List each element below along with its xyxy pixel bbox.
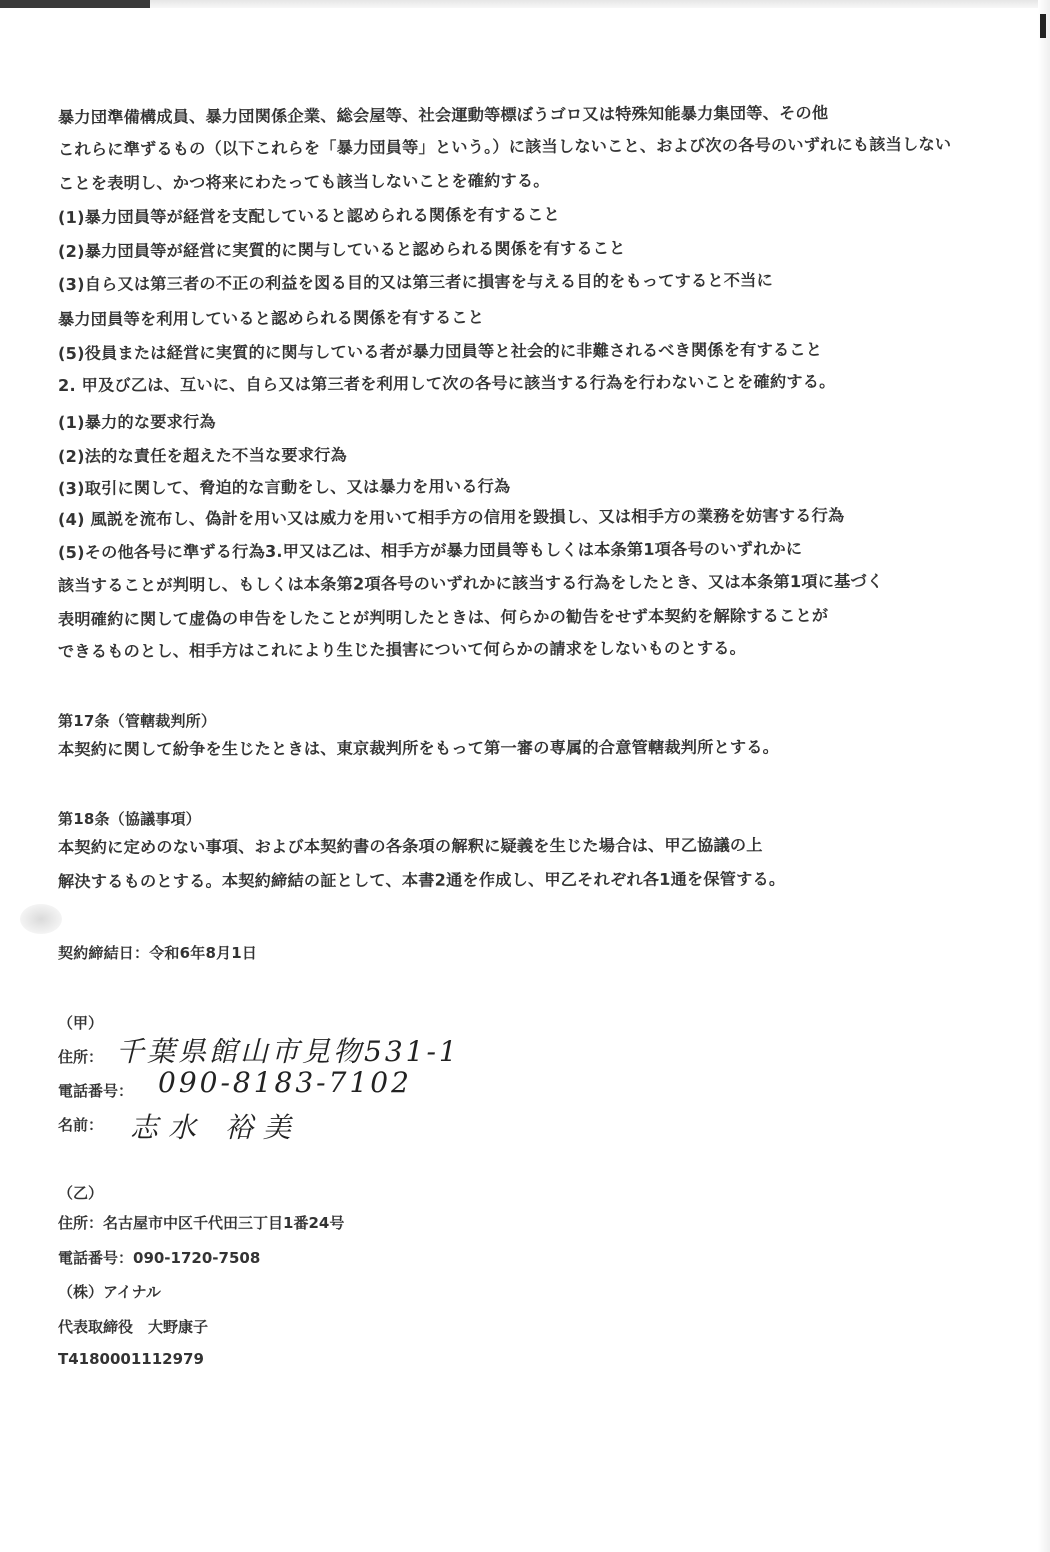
article-18-heading: 第18条（協議事項） (58, 810, 201, 828)
party-a-name-handwritten: 志水 裕美 (130, 1111, 301, 1144)
party-a-address-label: 住所： (58, 1048, 104, 1066)
party-a-name-label: 名前： (58, 1116, 104, 1134)
scan-top-edge (0, 0, 1050, 8)
clause-item: (1)暴力団員等が経営を支配していると認められる関係を有すること (57, 204, 560, 227)
party-b-representative: 代表取締役 大野康子 (58, 1318, 209, 1336)
party-b-registration-number: T4180001112979 (58, 1350, 204, 1368)
clause-line: ことを表明し、かつ将来にわたっても該当しないことを確約する。 (57, 170, 550, 193)
scan-smudge (20, 904, 62, 934)
scan-edge-mark (1040, 14, 1046, 38)
clause-item: (5)役員または経営に実質的に関与している者が暴力団員等と社会的に非難されるべき関係を有すること (57, 339, 823, 363)
clause-item: (1)暴力的な要求行為 (57, 412, 216, 432)
clause-line: 2. 甲及び乙は、互いに、自ら又は第三者を利用して次の各号に該当する行為を行わないことを確約する。 (57, 371, 836, 395)
clause-line: 暴力団準備構成員、暴力団関係企業、総会屋等、社会運動等標ぼうゴロ又は特殊知能暴力集団等、その他 (57, 103, 829, 127)
article-18-text: 本契約に定めのない事項、および本契約書の各条項の解釈に疑義を生じた場合は、甲乙協議の上 (57, 835, 763, 857)
clause-item: (2)暴力団員等が経営に実質的に関与していると認められる関係を有すること (57, 238, 626, 261)
contract-date: 契約締結日：令和6年8月1日 (58, 944, 258, 962)
party-b-phone: 電話番号：090-1720-7508 (58, 1249, 261, 1267)
party-a-address-handwritten: 千葉県館山市見物531-1 (116, 1035, 460, 1068)
scan-right-edge (1038, 0, 1050, 1552)
clause-line: できるものとし、相手方はこれにより生じた損害について何らかの請求をしないものとする。 (57, 638, 747, 661)
clause-line: 表明確約に関して虚偽の申告をしたことが判明したときは、何らかの勧告をせず本契約を解除することが (57, 605, 829, 629)
article-18-text: 解決するものとする。本契約締結の証として、本書2通を作成し、甲乙それぞれ各1通を保管する。 (57, 869, 786, 891)
clause-line: 暴力団員等を利用していると認められる関係を有すること (57, 307, 485, 329)
scan-top-shadow (0, 0, 150, 8)
clause-item: (3)取引に関して、脅迫的な言動をし、又は暴力を用いる行為 (57, 476, 511, 498)
article-17-heading: 第17条（管轄裁判所） (58, 712, 217, 730)
article-17-text: 本契約に関して紛争を生じたときは、東京裁判所をもって第一審の専属的合意管轄裁判所とする。 (57, 737, 780, 759)
clause-line: これらに準ずるもの（以下これらを「暴力団員等」という。）に該当しないこと、および次の各号のいずれにも該当しない (57, 134, 952, 159)
clause-item: (5)その他各号に準ずる行為3.甲又は乙は、相手方が暴力団員等もしくは本条第1項各号のいずれかに (57, 539, 803, 562)
party-b-address: 住所：名古屋市中区千代田三丁目1番24号 (58, 1214, 345, 1232)
party-a-phone-label: 電話番号： (58, 1082, 134, 1100)
clause-item: (2)法的な責任を超えた不当な要求行為 (57, 445, 347, 466)
clause-item: (3)自ら又は第三者の不正の利益を図る目的又は第三者に損害を与える目的をもってすると不当に (57, 270, 773, 294)
party-a-label: （甲） (58, 1014, 104, 1032)
clause-item: (4) 風説を流布し、偽計を用い又は威力を用いて相手方の信用を毀損し、又は相手方の業務を妨害する行為 (57, 505, 845, 529)
party-a-phone-handwritten: 090-8183-7102 (158, 1066, 412, 1099)
party-b-label: （乙） (58, 1184, 104, 1202)
party-b-company: （株）アイナル (58, 1283, 161, 1301)
clause-line: 該当することが判明し、もしくは本条第2項各号のいずれかに該当する行為をしたとき、又は本条第1項に基づく (57, 571, 884, 595)
